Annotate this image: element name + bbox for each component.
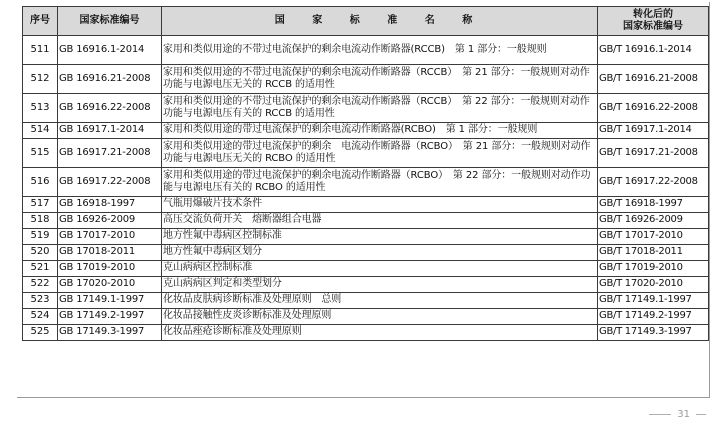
row-number: 522 [23,277,58,293]
row-standard-name: 气瓶用爆破片技术条件 [162,197,598,213]
table-row [23,168,709,197]
row-standard-name: 家用和类似用途的不带过电流保护的剩余电流动作断路器（RCCB） 第 22 部分：一般规则对动作功能与电源电压有关的 RCCB 的适用性 [162,94,598,123]
row-standard-name: 化妆品接触性皮炎诊断标准及处理原则 [162,309,598,325]
row-number: 521 [23,261,58,277]
row-standard-code: GB 16916.1-2014 [58,36,162,65]
row-converted-code: GB/T 17149.2-1997 [598,309,709,325]
row-number: 520 [23,245,58,261]
row-standard-name: 家用和类似用途的带过电流保护的剩余电流动作断路器(RCBO) 第 1 部分：一般规则 [162,123,598,139]
row-converted-code: GB/T 17019-2010 [598,261,709,277]
table-header [23,7,709,36]
table-row [23,229,709,245]
row-standard-name: 家用和类似用途的不带过电流保护的剩余电流动作断路器(RCCB) 第 1 部分：一般规则 [162,36,598,65]
row-converted-code: GB/T 17149.1-1997 [598,293,709,309]
row-number: 518 [23,213,58,229]
row-standard-code: GB 17149.1-1997 [58,293,162,309]
row-standard-code: GB 17019-2010 [58,261,162,277]
row-standard-code: GB 16917.22-2008 [58,168,162,197]
row-number: 524 [23,309,58,325]
row-standard-name: 克山病病区判定和类型划分 [162,277,598,293]
row-number: 512 [23,65,58,94]
row-standard-code: GB 16918-1997 [58,197,162,213]
page-footer [649,409,706,420]
row-standard-code: GB 17018-2011 [58,245,162,261]
row-number: 517 [23,197,58,213]
row-number: 511 [23,36,58,65]
row-standard-name: 家用和类似用途的带过电流保护的剩余 电流动作断路器（RCBO） 第 21 部分：一般规则对动作功能与电源电压无关的 RCBO 的适用性 [162,139,598,168]
row-standard-code: GB 16917.1-2014 [58,123,162,139]
row-standard-name: 克山病病区控制标准 [162,261,598,277]
footer-rule-left [649,414,671,415]
row-number: 515 [23,139,58,168]
row-number: 516 [23,168,58,197]
row-standard-code: GB 16926-2009 [58,213,162,229]
row-converted-code: GB/T 16917.22-2008 [598,168,709,197]
row-number: 514 [23,123,58,139]
header-standard-code: 国家标准编号 [58,7,162,36]
row-standard-code: GB 17020-2010 [58,277,162,293]
table-row [23,277,709,293]
table-body [23,36,709,341]
footer-rule-right [696,414,706,415]
row-converted-code: GB/T 17017-2010 [598,229,709,245]
page-number: 31 [677,409,690,420]
row-converted-code: GB/T 17018-2011 [598,245,709,261]
header-converted-line1: 转化后的 [633,8,673,20]
row-number: 519 [23,229,58,245]
row-standard-code: GB 16916.22-2008 [58,94,162,123]
row-converted-code: GB/T 16916.22-2008 [598,94,709,123]
row-converted-code: GB/T 16926-2009 [598,213,709,229]
row-number: 525 [23,325,58,341]
header-converted-line2: 国家标准编号 [623,21,683,32]
row-converted-code: GB/T 16918-1997 [598,197,709,213]
row-standard-code: GB 17149.2-1997 [58,309,162,325]
row-converted-code: GB/T 17020-2010 [598,277,709,293]
row-standard-code: GB 16917.21-2008 [58,139,162,168]
table-row [23,325,709,341]
row-number: 523 [23,293,58,309]
table-row [23,36,709,65]
table-row [23,139,709,168]
table-row [23,123,709,139]
table-row [23,293,709,309]
table-row [23,309,709,325]
row-number: 513 [23,94,58,123]
table-row [23,94,709,123]
row-standard-name: 地方性氟中毒病区划分 [162,245,598,261]
row-standard-name: 化妆品皮肤病诊断标准及处理原则 总则 [162,293,598,309]
header-standard-name: 国 家 标 准 名 称 [162,7,598,36]
row-standard-name: 家用和类似用途的不带过电流保护的剩余电流动作断路器（RCCB） 第 21 部分：一般规则对动作功能与电源电压无关的 RCCB 的适用性 [162,65,598,94]
table-row [23,65,709,94]
header-seq: 序号 [23,7,58,36]
row-converted-code: GB/T 16917.21-2008 [598,139,709,168]
row-standard-code: GB 17149.3-1997 [58,325,162,341]
table-row [23,245,709,261]
row-standard-name: 化妆品痤疮诊断标准及处理原则 [162,325,598,341]
table-row [23,261,709,277]
header-converted-code [598,7,709,36]
row-converted-code: GB/T 16916.1-2014 [598,36,709,65]
table-row [23,197,709,213]
row-standard-name: 高压交流负荷开关 熔断器组合电器 [162,213,598,229]
row-standard-name: 家用和类似用途的带过电流保护的剩余电流动作断路器（RCBO） 第 22 部分：一般规则对动作功能与电源电压有关的 RCBO 的适用性 [162,168,598,197]
row-converted-code: GB/T 17149.3-1997 [598,325,709,341]
row-standard-code: GB 16916.21-2008 [58,65,162,94]
row-converted-code: GB/T 16917.1-2014 [598,123,709,139]
row-converted-code: GB/T 16916.21-2008 [598,65,709,94]
row-standard-code: GB 17017-2010 [58,229,162,245]
table-row [23,213,709,229]
row-standard-name: 地方性氟中毒病区控制标准 [162,229,598,245]
standards-table [22,6,709,341]
